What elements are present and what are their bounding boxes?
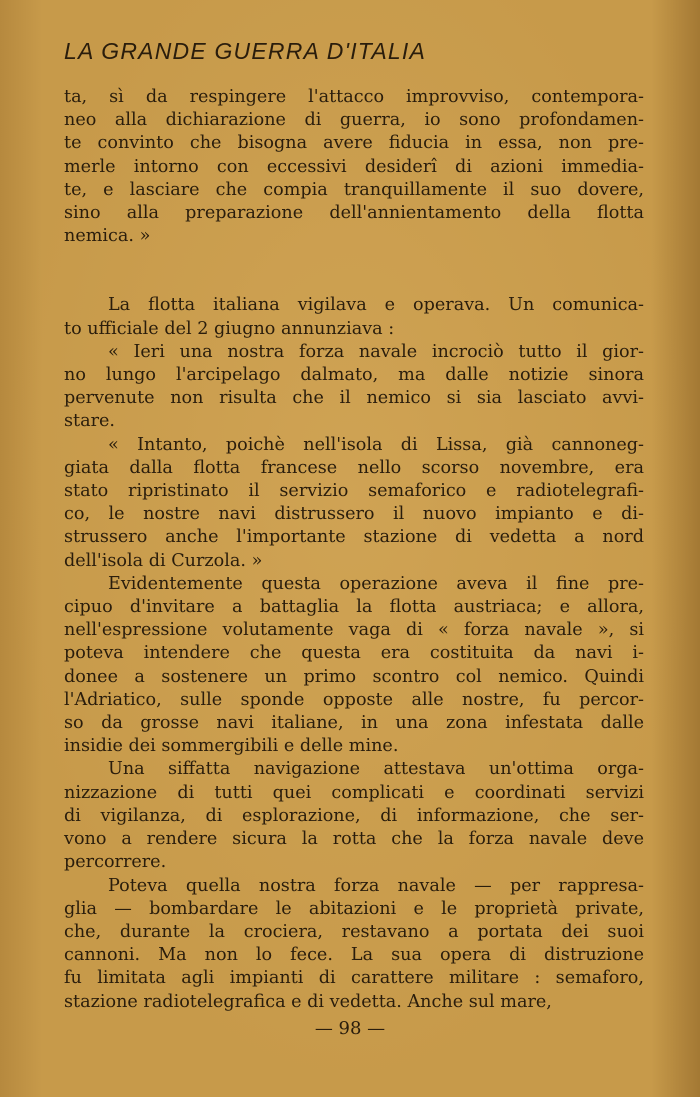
text-line: merle intorno con eccessivi desiderî di azioni immedia- bbox=[64, 156, 644, 177]
text-line: co, le nostre navi distrussero il nuovo impianto e di- bbox=[64, 504, 644, 525]
paragraph bbox=[64, 341, 644, 434]
text-line: no lungo l'arcipelago dalmato, ma dalle notizie sinora bbox=[64, 365, 644, 386]
text-line: vono a rendere sicura la rotta che la forza navale deve bbox=[64, 829, 644, 850]
text-line: « Ieri una nostra forza navale incrociò tutto il gior- bbox=[108, 341, 644, 362]
text-line: percorrere. bbox=[64, 852, 167, 873]
text-line: glia — bombardare le abitazioni e le proprietà private, bbox=[64, 898, 644, 919]
page-number: — 98 — bbox=[314, 1018, 386, 1039]
running-head: LA GRANDE GUERRA D'ITALIA bbox=[64, 38, 426, 64]
text-line: pervenute non risulta che il nemico si sia lasciato avvi- bbox=[64, 388, 644, 409]
text-line: nemica. » bbox=[64, 226, 151, 247]
paragraph bbox=[64, 875, 644, 1014]
text-line: te, e lasciare che compia tranquillamente il suo dovere, bbox=[64, 179, 644, 200]
text-line: stato ripristinato il servizio semaforico e radiotelegrafi- bbox=[64, 481, 644, 502]
text-line: neo alla dichiarazione di guerra, io sono profondamen- bbox=[64, 110, 644, 131]
section-break bbox=[64, 248, 644, 294]
paragraph bbox=[64, 434, 644, 573]
text-line: « Intanto, poichè nell'isola di Lissa, già cannoneg- bbox=[108, 434, 644, 455]
text-line: ta, sì da respingere l'attacco improvviso, contempora- bbox=[64, 87, 644, 107]
text-line: donee a sostenere un primo scontro col nemico. Quindi bbox=[64, 666, 644, 687]
text-line: dell'isola di Curzola. » bbox=[64, 550, 263, 571]
paragraph bbox=[64, 86, 644, 248]
text-line: sino alla preparazione dell'annientamento della flotta bbox=[64, 203, 644, 224]
paragraph bbox=[64, 294, 644, 340]
text-line: La flotta italiana vigilava e operava. Un comunica- bbox=[108, 295, 644, 316]
text-line: insidie dei sommergibili e delle mine. bbox=[64, 736, 399, 757]
text-line: so da grosse navi italiane, in una zona infestata dalle bbox=[64, 713, 644, 734]
text-line: poteva intendere che questa era costituita da navi i- bbox=[64, 643, 644, 664]
text-line: cipuo d'invitare a battaglia la flotta austriaca; e allora, bbox=[64, 597, 644, 618]
text-line: di vigilanza, di esplorazione, di informazione, che ser- bbox=[64, 805, 644, 826]
text-line: cannoni. Ma non lo fece. La sua opera di distruzione bbox=[64, 945, 644, 966]
text-line: to ufficiale del 2 giugno annunziava : bbox=[64, 318, 395, 339]
body-text bbox=[64, 86, 644, 1014]
text-line: Poteva quella nostra forza navale — per rappresa- bbox=[108, 875, 644, 896]
text-line: giata dalla flotta francese nello scorso novembre, era bbox=[64, 457, 644, 478]
text-line: che, durante la crociera, restavano a portata dei suoi bbox=[64, 921, 644, 942]
text-line: stazione radiotelegrafica e di vedetta. Anche sul mare, bbox=[64, 991, 552, 1012]
text-line: nell'espressione volutamente vaga di « forza navale », si bbox=[64, 620, 644, 641]
paragraph bbox=[64, 573, 644, 759]
text-line: Evidentemente questa operazione aveva il fine pre- bbox=[108, 573, 644, 594]
text-line: strussero anche l'importante stazione di vedetta a nord bbox=[64, 527, 644, 548]
text-line: fu limitata agli impianti di carattere militare : semaforo, bbox=[64, 968, 644, 989]
text-line: stare. bbox=[64, 411, 116, 432]
paragraph bbox=[64, 758, 644, 874]
text-line: Una siffatta navigazione attestava un'ottima orga- bbox=[108, 759, 644, 780]
text-line: l'Adriatico, sulle sponde opposte alle nostre, fu percor- bbox=[64, 689, 644, 710]
text-line: te convinto che bisogna avere fiducia in essa, non pre- bbox=[64, 133, 644, 154]
text-line: nizzazione di tutti quei complicati e coordinati servizi bbox=[64, 782, 644, 803]
